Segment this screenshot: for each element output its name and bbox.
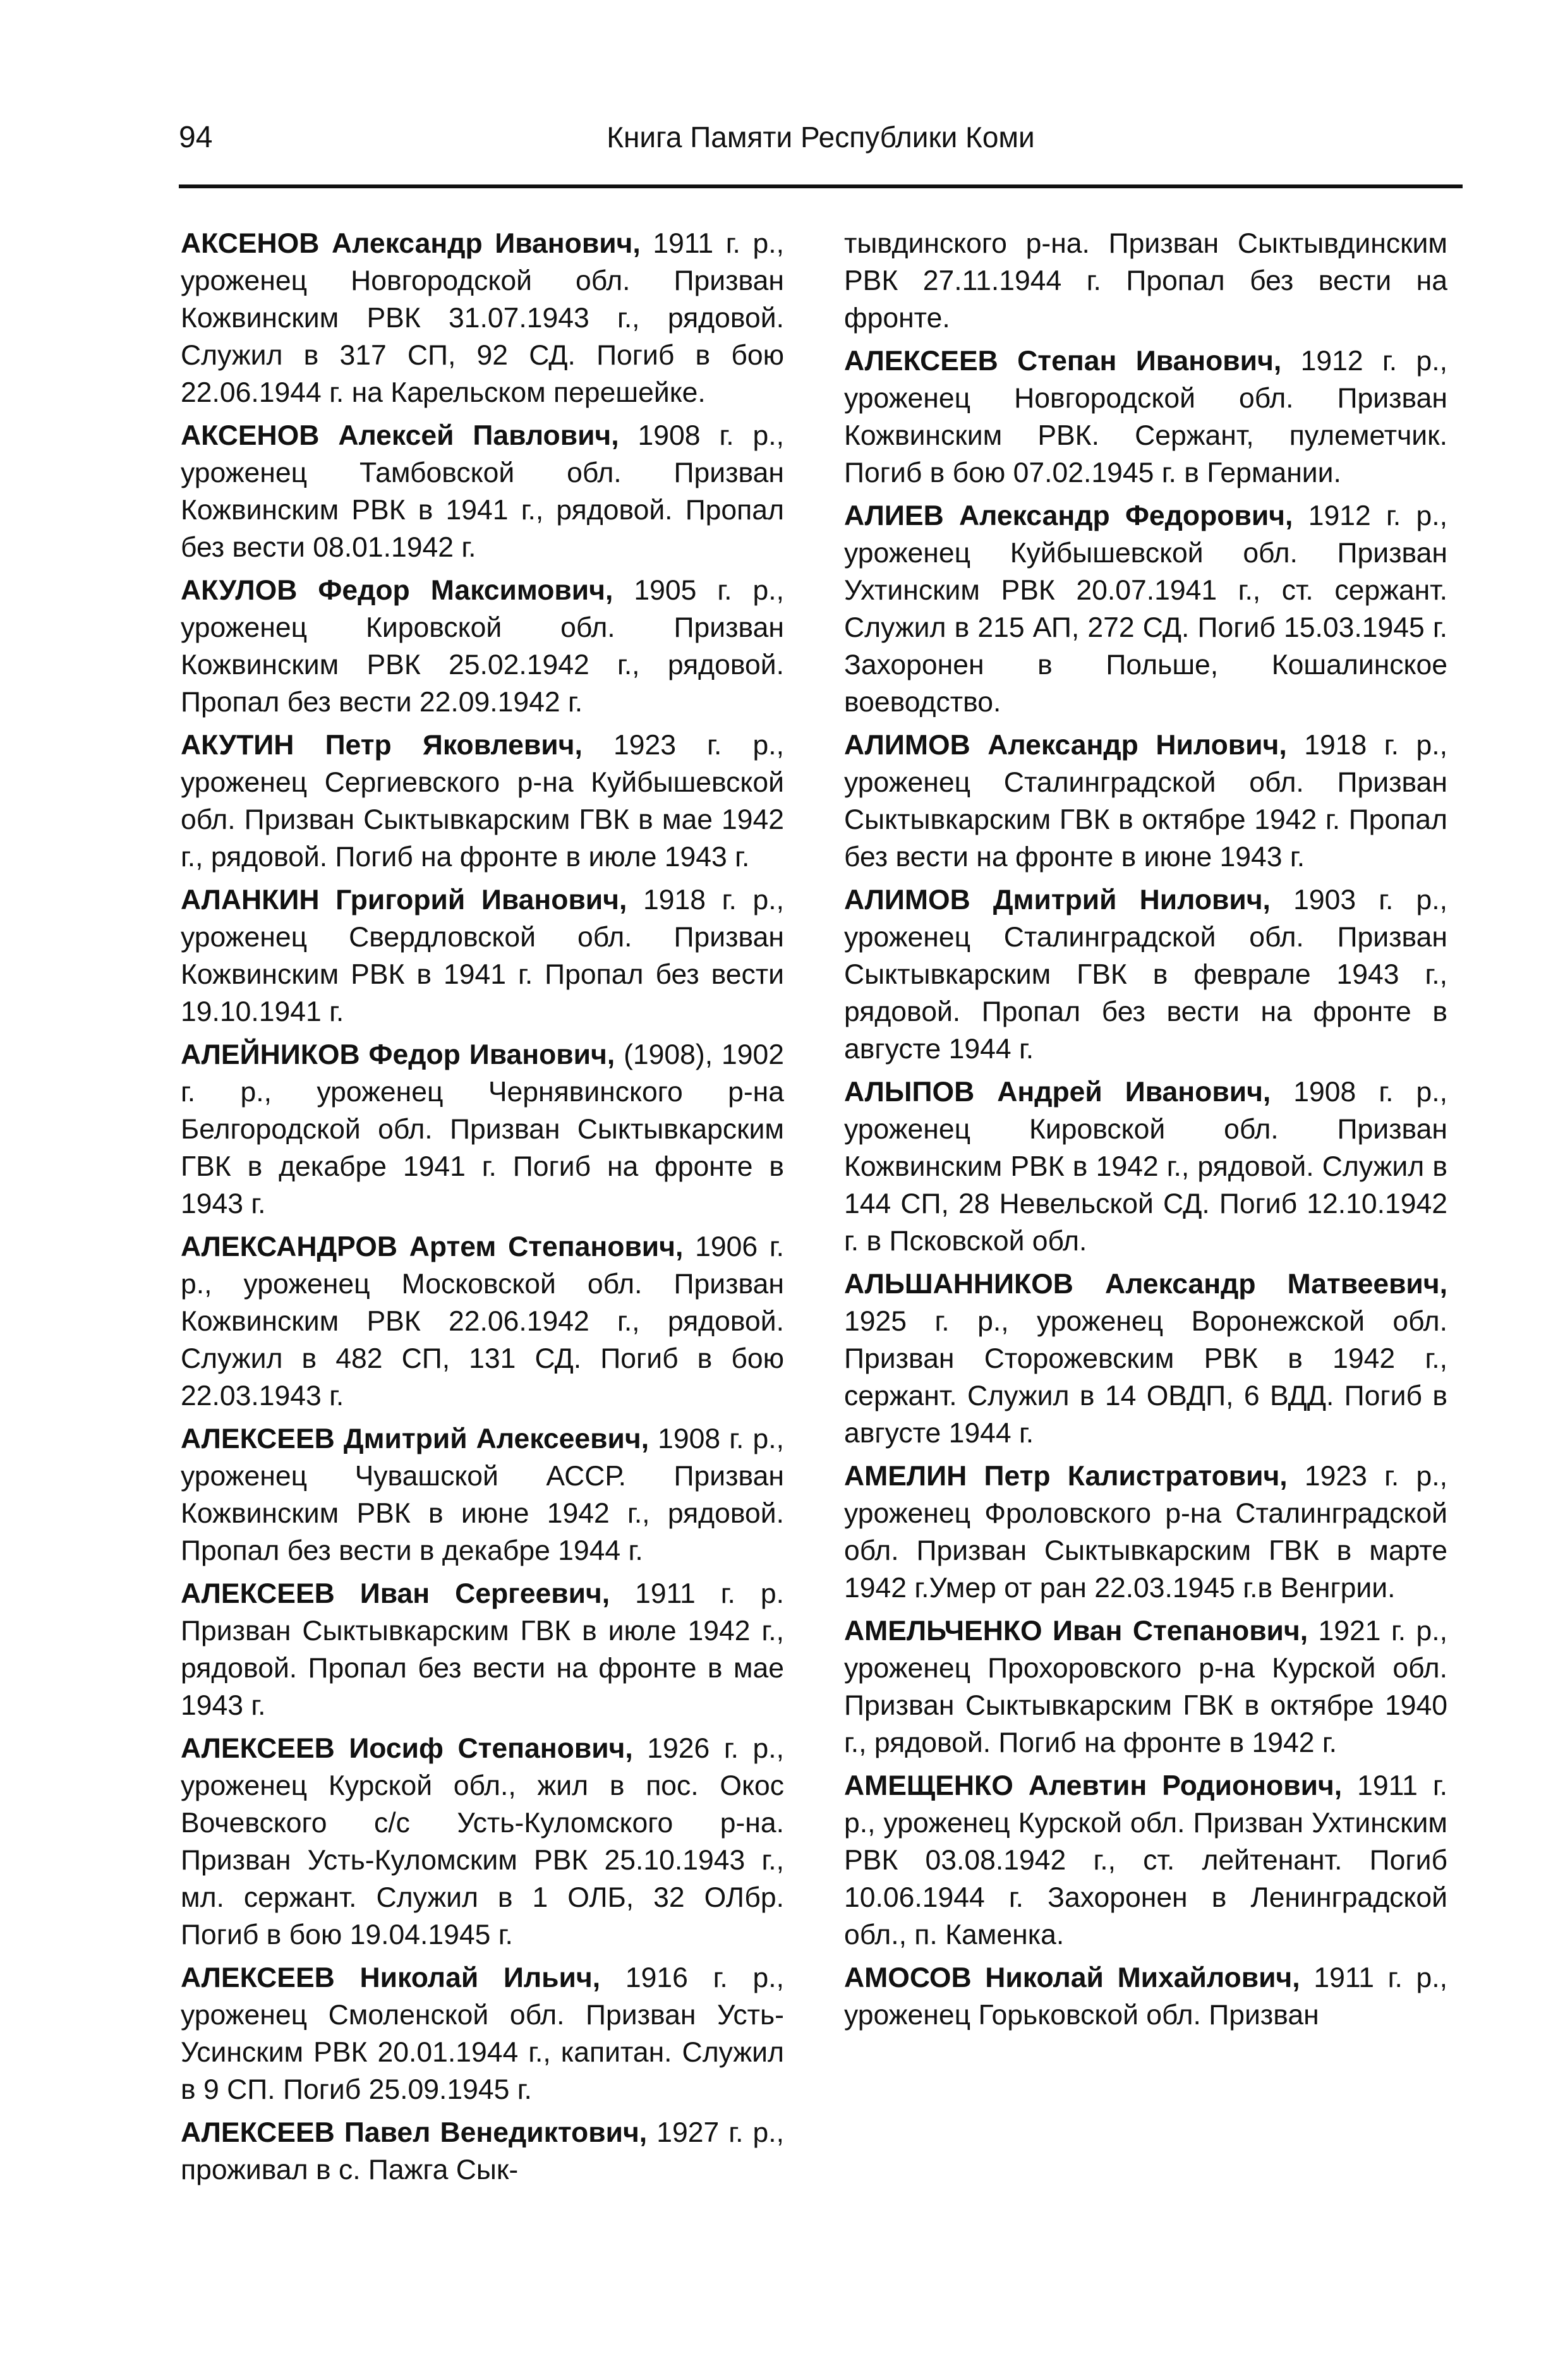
entry-text: 1911 г. р., уроженец Курской обл. Призван Ухтинским РВК 03.08.1942 г., ст. лейтенант. Погиб 10.06.1944 г. Захоронен в Ленинградской обл., п. Каменка. <box>844 1770 1447 1950</box>
memorial-entry <box>181 1959 784 2108</box>
memorial-entry <box>844 1073 1447 1260</box>
entry-text: 1916 г. р., уроженец Смоленской обл. Призван Усть-Усинским РВК 20.01.1944 г., капитан. Служил в 9 СП. Погиб 25.09.1945 г. <box>181 1962 784 2105</box>
entry-name: АКУЛОВ Федор Максимович, <box>181 575 613 606</box>
entry-name: АЛЕКСЕЕВ Николай Ильич, <box>181 1962 601 1993</box>
memorial-entry <box>844 1266 1447 1452</box>
entry-name: АЛЕКСЕЕВ Иосиф Степанович, <box>181 1733 633 1764</box>
entry-text: (1908), 1902 г. р., уроженец Чернявинского р-на Белгородской обл. Призван Сыктывкарским ГВК в декабре 1941 г. Погиб на фронте в 1943 г. <box>181 1039 784 1219</box>
entry-text: 1911 г. р. Призван Сыктывкарским ГВК в июле 1942 г., рядовой. Пропал без вести на фронте в мае 1943 г. <box>181 1578 784 1721</box>
entry-name: АЛЕКСЕЕВ Дмитрий Алексеевич, <box>181 1423 649 1454</box>
memorial-entry <box>181 1575 784 1724</box>
entry-text: 1912 г. р., уроженец Новгородской обл. Призван Кожвинским РВК. Сержант, пулеметчик. Погиб в бою 07.02.1945 г. в Германии. <box>844 346 1447 488</box>
entry-name: АКУТИН Петр Яковлевич, <box>181 730 583 761</box>
page-number: 94 <box>179 121 213 154</box>
entry-text: тывдинского р-на. Призван Сыктывдинским РВК 27.11.1944 г. Пропал без вести на фронте. <box>844 228 1447 334</box>
memorial-entry <box>181 2114 784 2189</box>
entry-name: АЛЕЙНИКОВ Федор Иванович, <box>181 1039 615 1070</box>
memorial-entry <box>181 727 784 876</box>
entry-name: АЛАНКИН Григорий Иванович, <box>181 885 627 915</box>
entry-name: АЛИМОВ Александр Нилович, <box>844 730 1287 761</box>
header-divider <box>179 184 1463 188</box>
entry-text: 1923 г. р., уроженец Сергиевского р-на Куйбышевской обл. Призван Сыктывкарским ГВК в мае 1942 г., рядовой. Погиб на фронте в июле 1943 г. <box>181 730 784 873</box>
entry-name: АМЕЛИН Петр Калистратович, <box>844 1461 1288 1492</box>
entry-text: 1908 г. р., уроженец Чувашской АССР. Призван Кожвинским РВК в июне 1942 г., рядовой. Пропал без вести в декабре 1944 г. <box>181 1423 784 1566</box>
memorial-entry <box>844 727 1447 876</box>
memorial-entry <box>844 1612 1447 1761</box>
entry-name: АЛЕКСАНДРОВ Артем Степанович, <box>181 1231 684 1262</box>
entry-name: АМЕЛЬЧЕНКО Иван Степанович, <box>844 1616 1308 1646</box>
memorial-entry <box>181 1730 784 1954</box>
entry-name: АЛЬШАННИКОВ Александр Матвеевич, <box>844 1269 1447 1300</box>
entry-text: 1918 г. р., уроженец Свердловской обл. Призван Кожвинским РВК в 1941 г. Пропал без вести 19.10.1941 г. <box>181 885 784 1027</box>
entry-name: АЛЫПОВ Андрей Иванович, <box>844 1077 1271 1108</box>
memorial-entry <box>181 1420 784 1569</box>
entry-name: АЛЕКСЕЕВ Иван Сергеевич, <box>181 1578 610 1609</box>
memorial-entry <box>844 1959 1447 2034</box>
entry-text: 1908 г. р., уроженец Кировской обл. Призван Кожвинским РВК в 1942 г., рядовой. Служил в 144 СП, 28 Невельской СД. Погиб 12.10.1942 г. в Псковской обл. <box>844 1077 1447 1257</box>
entry-text: 1925 г. р., уроженец Воронежской обл. Призван Сторожевским РВК в 1942 г., сержант. Служил в 14 ОВДП, 6 ВДД. Погиб в августе 1944 г. <box>844 1306 1447 1449</box>
right-column <box>844 225 1447 2039</box>
entry-text: 1927 г. р., проживал в с. Пажга Сык- <box>181 2117 784 2185</box>
entry-name: АМЕЩЕНКО Алевтин Родионович, <box>844 1770 1343 1801</box>
entry-text: 1912 г. р., уроженец Куйбышевской обл. Призван Ухтинским РВК 20.07.1941 г., ст. сержант. Служил в 215 АП, 272 СД. Погиб 15.03.1945 г. Захоронен в Польше, Кошалинское воеводство. <box>844 500 1447 718</box>
entry-text: 1908 г. р., уроженец Тамбовской обл. Призван Кожвинским РВК в 1941 г., рядовой. Пропал без вести 08.01.1942 г. <box>181 420 784 563</box>
entry-name: АЛИМОВ Дмитрий Нилович, <box>844 885 1271 915</box>
memorial-entry <box>844 1767 1447 1954</box>
entry-text: 1921 г. р., уроженец Прохоровского р-на Курской обл. Призван Сыктывкарским ГВК в октябре 1940 г., рядовой. Погиб на фронте в 1942 г. <box>844 1616 1447 1758</box>
memorial-entry <box>844 1458 1447 1607</box>
book-title: Книга Памяти Республики Коми <box>607 121 1035 154</box>
entry-name: АМОСОВ Николай Михайлович, <box>844 1962 1300 1993</box>
memorial-entry <box>181 1228 784 1415</box>
entry-text: 1926 г. р., уроженец Курской обл., жил в пос. Окос Вочевского с/с Усть-Куломского р-на. Призван Усть-Куломским РВК 25.10.1943 г., мл. сержант. Служил в 1 ОЛБ, 32 ОЛбр. Погиб в бою 19.04.1945 г. <box>181 1733 784 1950</box>
entry-text: 1911 г. р., уроженец Новгородской обл. Призван Кожвинским РВК 31.07.1943 г., рядовой. Служил в 317 СП, 92 СД. Погиб в бою 22.06.1944 г. на Карельском перешейке. <box>181 228 785 408</box>
page-header <box>179 112 1463 169</box>
entry-text: 1918 г. р., уроженец Сталинградской обл. Призван Сыктывкарским ГВК в октябре 1942 г. Пропал без вести на фронте в июне 1943 г. <box>844 730 1447 873</box>
memorial-entry <box>844 497 1447 721</box>
entry-name: АЛЕКСЕЕВ Степан Иванович, <box>844 346 1282 377</box>
memorial-entry-continued <box>844 225 1447 337</box>
entry-text: 1911 г. р., уроженец Горьковской обл. Призван <box>844 1962 1447 2031</box>
entry-text: 1923 г. р., уроженец Фроловского р-на Сталинградской обл. Призван Сыктывкарским ГВК в марте 1942 г.Умер от ран 22.03.1945 г.в Венгрии. <box>844 1461 1447 1604</box>
entry-name: АКСЕНОВ Александр Иванович, <box>181 228 641 259</box>
memorial-entry <box>181 225 784 411</box>
memorial-entry <box>844 342 1447 492</box>
memorial-entry <box>181 417 784 566</box>
entry-text: 1905 г. р., уроженец Кировской обл. Призван Кожвинским РВК 25.02.1942 г., рядовой. Пропал без вести 22.09.1942 г. <box>181 575 784 718</box>
entry-text: 1903 г. р., уроженец Сталинградской обл. Призван Сыктывкарским ГВК в феврале 1943 г., рядовой. Пропал без вести на фронте в августе 1944 г. <box>844 885 1447 1065</box>
entry-name: АКСЕНОВ Алексей Павлович, <box>181 420 619 451</box>
left-column <box>181 225 784 2194</box>
memorial-entry <box>181 1036 784 1223</box>
memorial-entry <box>844 881 1447 1068</box>
memorial-entry <box>181 572 784 721</box>
memorial-entry <box>181 881 784 1030</box>
entry-name: АЛЕКСЕЕВ Павел Венедиктович, <box>181 2117 648 2148</box>
entry-text: 1906 г. р., уроженец Московской обл. Призван Кожвинским РВК 22.06.1942 г., рядовой. Служил в 482 СП, 131 СД. Погиб в бою 22.03.1943 г. <box>181 1231 785 1411</box>
entry-name: АЛИЕВ Александр Федорович, <box>844 500 1293 531</box>
